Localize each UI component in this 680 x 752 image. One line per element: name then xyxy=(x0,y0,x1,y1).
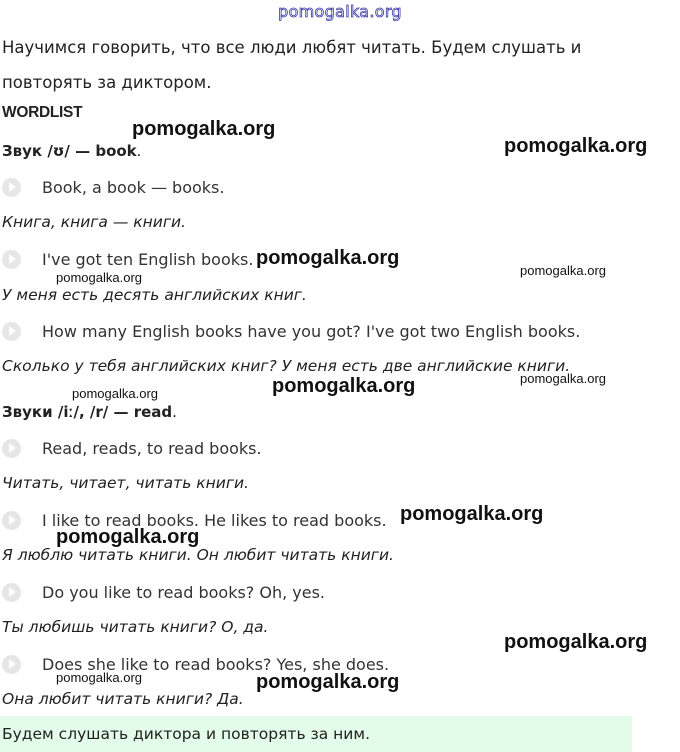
watermark: pomogalka.org xyxy=(56,670,142,685)
russian-translation: Она любит читать книги? Да. xyxy=(2,690,244,708)
watermark: pomogalka.org xyxy=(132,118,276,140)
audio-item-1[interactable] xyxy=(2,175,224,199)
watermark: pomogalka.org xyxy=(272,375,416,397)
instruction-text: Будем слушать диктора и повторять за ним. xyxy=(2,725,370,743)
watermark: pomogalka.org xyxy=(400,503,544,525)
sound-word: read xyxy=(133,403,173,421)
sound-word: book xyxy=(95,142,137,160)
english-phrase: I've got ten English books. xyxy=(42,249,254,269)
watermark: pomogalka.org xyxy=(504,631,648,653)
watermark: pomogalka.org xyxy=(56,526,200,548)
play-icon[interactable] xyxy=(2,178,21,197)
wordlist-heading: WORDLIST xyxy=(2,104,83,121)
audio-item-4[interactable] xyxy=(2,436,262,460)
english-phrase: Book, a book — books. xyxy=(42,177,225,197)
russian-translation: Читать, читает, читать книги. xyxy=(2,474,249,492)
sound-prefix: Звуки /iː/, /r/ — xyxy=(2,403,134,421)
sound-heading-2 xyxy=(2,403,177,421)
watermark: pomogalka.org xyxy=(56,270,142,285)
watermark: pomogalka.org xyxy=(520,263,606,278)
sound-suffix: . xyxy=(172,403,177,421)
watermark: pomogalka.org xyxy=(256,247,400,269)
russian-translation: Книга, книга — книги. xyxy=(2,213,186,231)
english-phrase: Read, reads, to read books. xyxy=(42,438,262,458)
watermark: pomogalka.org xyxy=(504,135,648,157)
sound-suffix: . xyxy=(136,142,142,160)
intro-text: Научимся говорить, что все люди любят читать. Будем слушать и повторять за диктором. xyxy=(2,38,582,92)
audio-item-2[interactable] xyxy=(2,247,253,271)
sound-heading-1 xyxy=(2,142,141,160)
play-icon[interactable] xyxy=(2,511,21,530)
russian-translation: Я люблю читать книги. Он любит читать книги. xyxy=(2,546,394,564)
english-phrase: How many English books have you got? I've got two English books. xyxy=(42,321,581,341)
play-icon[interactable] xyxy=(2,322,21,341)
sound-prefix: Звук /ʊ/ — xyxy=(2,142,96,160)
russian-translation: Ты любишь читать книги? О, да. xyxy=(2,618,269,636)
play-icon[interactable] xyxy=(2,583,21,602)
russian-translation: У меня есть десять английских книг. xyxy=(2,286,307,304)
audio-item-6[interactable] xyxy=(2,580,325,604)
english-phrase: I like to read books. He likes to read books. xyxy=(42,510,387,530)
english-phrase: Do you like to read books? Oh, yes. xyxy=(42,582,326,602)
instruction-banner xyxy=(0,716,632,752)
audio-item-3[interactable] xyxy=(2,319,580,343)
watermark-top: pomogalka.org xyxy=(278,2,402,21)
play-icon[interactable] xyxy=(2,250,21,269)
english-phrase: Does she like to read books? Yes, she does. xyxy=(42,654,390,674)
russian-translation: Сколько у тебя английских книг? У меня есть две английские книги. xyxy=(2,357,571,375)
watermark: pomogalka.org xyxy=(520,371,606,386)
play-icon[interactable] xyxy=(2,439,21,458)
watermark: pomogalka.org xyxy=(256,671,400,693)
watermark: pomogalka.org xyxy=(72,386,158,401)
play-icon[interactable] xyxy=(2,655,21,674)
